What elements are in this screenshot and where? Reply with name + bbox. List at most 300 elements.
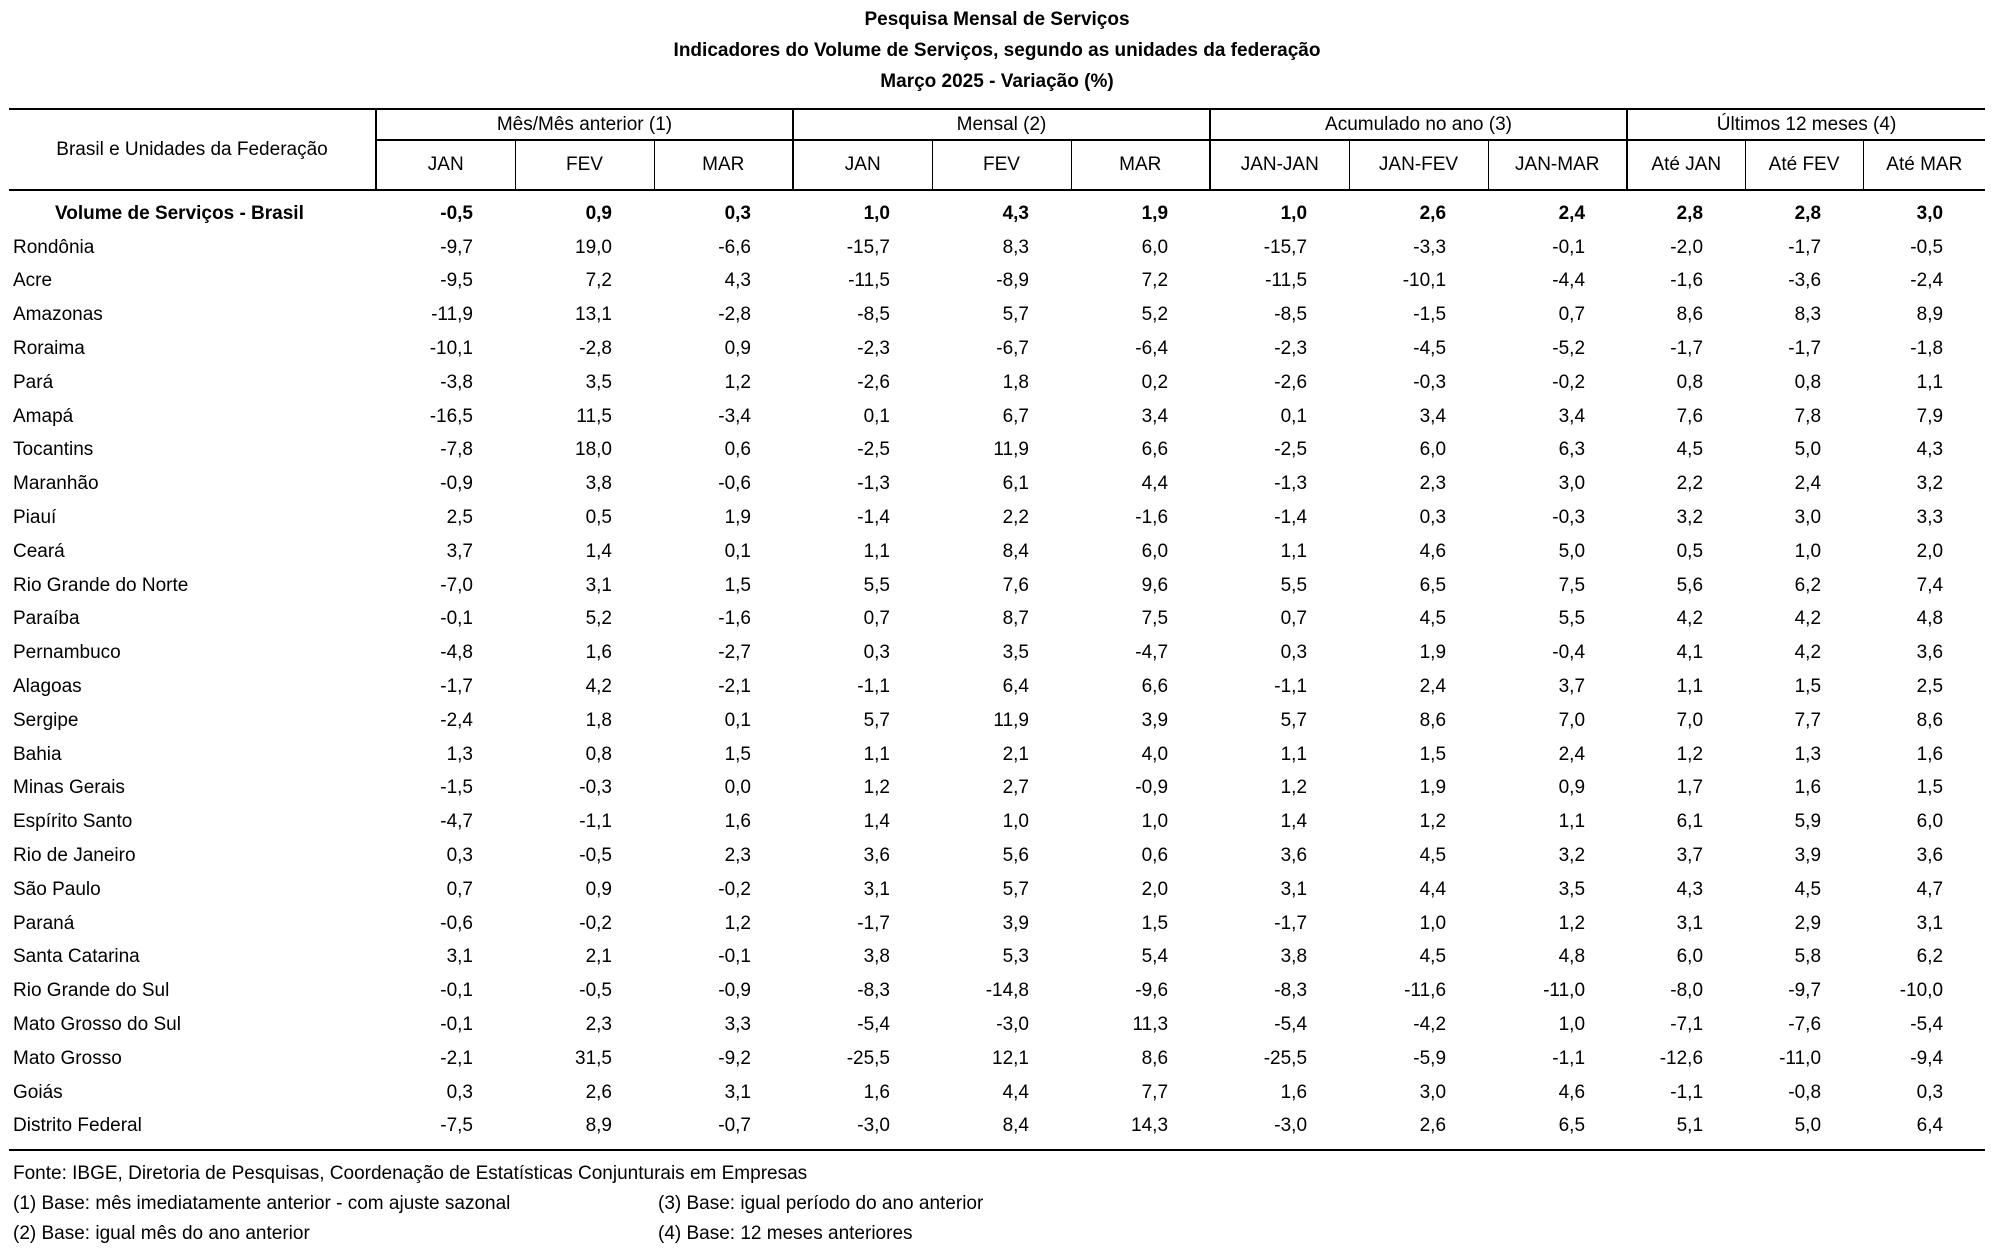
value-cell: 3,7 <box>1676 845 1704 867</box>
value-cell: 0,8 <box>585 743 612 765</box>
value-cell: 2,6 <box>1349 1110 1488 1151</box>
value-cell: 3,2 <box>1676 507 1704 529</box>
value-cell: 1,6 <box>1280 1081 1308 1103</box>
value-cell: 8,3 <box>1794 304 1822 326</box>
value-cell: 4,2 <box>1794 608 1822 630</box>
value-cell: 14,3 <box>1071 1110 1210 1151</box>
value-cell: -0,1 <box>718 946 751 968</box>
value-cell: -0,6 <box>718 473 751 495</box>
value-cell: 0,6 <box>1141 845 1169 867</box>
value-cell: -9,6 <box>1135 980 1169 1002</box>
table-row <box>9 839 1985 873</box>
value-cell: 8,9 <box>515 1110 654 1151</box>
value-cell: -11,6 <box>1404 980 1447 1002</box>
value-cell: 3,4 <box>1419 405 1447 427</box>
value-cell: -1,3 <box>857 473 890 495</box>
value-cell: 6,7 <box>1002 405 1029 427</box>
value-cell: 5,5 <box>1280 574 1308 596</box>
value-cell: 0,3 <box>1280 642 1308 664</box>
value-cell: 4,3 <box>1002 202 1029 224</box>
row-label: Amapá <box>13 405 74 427</box>
column-header: JAN-MAR <box>1488 140 1627 190</box>
value-cell: 1,2 <box>863 777 890 799</box>
value-cell: 2,3 <box>585 1014 612 1036</box>
value-cell: 4,6 <box>1419 540 1447 562</box>
value-cell: 1,8 <box>585 709 612 731</box>
value-cell: 8,6 <box>1419 709 1447 731</box>
value-cell: 1,2 <box>1558 912 1586 934</box>
value-cell: 1,6 <box>1916 743 1944 765</box>
value-cell: 0,1 <box>724 540 751 562</box>
value-cell: -11,0 <box>1779 1047 1822 1069</box>
value-cell: 1,3 <box>446 743 473 765</box>
value-cell: 3,8 <box>1280 946 1308 968</box>
value-cell: 0,9 <box>1558 777 1586 799</box>
value-cell: 0,8 <box>1676 371 1704 393</box>
table-row <box>9 738 1985 772</box>
value-cell: 0,9 <box>724 338 751 360</box>
row-label: Goiás <box>13 1081 63 1103</box>
value-cell: 1,3 <box>1794 743 1822 765</box>
value-cell: 4,5 <box>1419 845 1447 867</box>
row-label: Maranhão <box>13 473 99 495</box>
value-cell: 8,4 <box>1002 540 1029 562</box>
value-cell: -8,3 <box>857 980 890 1002</box>
value-cell: 3,9 <box>1141 709 1169 731</box>
value-cell: 0,7 <box>1558 304 1586 326</box>
value-cell: 1,1 <box>863 540 890 562</box>
value-cell: -1,8 <box>1910 338 1944 360</box>
value-cell: 8,4 <box>932 1110 1071 1151</box>
value-cell: 2,6 <box>585 1081 612 1103</box>
value-cell: -1,6 <box>1670 270 1704 292</box>
value-cell: 2,3 <box>724 845 751 867</box>
footnote-3: (3) Base: igual período do ano anterior <box>658 1193 984 1214</box>
value-cell: 3,5 <box>585 371 612 393</box>
value-cell: 1,4 <box>585 540 612 562</box>
value-cell: 1,0 <box>1002 811 1029 833</box>
value-cell: 3,6 <box>863 845 890 867</box>
table-footer <box>13 1159 1983 1249</box>
row-label: Distrito Federal <box>9 1110 376 1151</box>
value-cell: 1,5 <box>1419 743 1447 765</box>
value-cell: 6,0 <box>1676 946 1704 968</box>
value-cell: 0,3 <box>863 642 890 664</box>
value-cell: 2,5 <box>1916 676 1944 698</box>
value-cell: -0,5 <box>579 980 612 1002</box>
value-cell: 8,6 <box>1916 709 1944 731</box>
value-cell: 7,5 <box>1141 608 1169 630</box>
value-cell: 7,0 <box>1676 709 1704 731</box>
value-cell: 0,5 <box>1676 540 1704 562</box>
value-cell: 31,5 <box>575 1047 612 1069</box>
value-cell: 0,3 <box>446 845 473 867</box>
value-cell: 3,0 <box>1558 473 1586 495</box>
value-cell: -6,4 <box>1135 338 1169 360</box>
value-cell: 6,0 <box>1141 540 1169 562</box>
value-cell: -10,1 <box>1402 270 1447 292</box>
column-header: FEV <box>932 140 1071 190</box>
title-line-2: Indicadores do Volume de Serviços, segundo as unidades da federação <box>673 40 1321 61</box>
source-note: Fonte: IBGE, Diretoria de Pesquisas, Coordenação de Estatísticas Conjunturais em Empresas <box>13 1163 808 1184</box>
row-label: Rio de Janeiro <box>13 845 136 867</box>
value-cell: -1,1 <box>857 676 890 698</box>
column-header: JAN-FEV <box>1349 140 1488 190</box>
value-cell: 4,2 <box>1676 608 1704 630</box>
value-cell: 2,4 <box>1419 676 1447 698</box>
value-cell: 1,9 <box>1419 777 1447 799</box>
services-volume-table <box>9 108 1985 1151</box>
value-cell: 4,1 <box>1676 642 1704 664</box>
value-cell: -14,8 <box>985 980 1029 1002</box>
value-cell: 6,0 <box>1916 811 1944 833</box>
value-cell: -8,5 <box>1274 304 1308 326</box>
value-cell: 1,5 <box>724 743 751 765</box>
footnote-2: (2) Base: igual mês do ano anterior <box>13 1223 310 1244</box>
value-cell: -0,3 <box>1552 507 1586 529</box>
value-cell: 3,2 <box>1558 845 1586 867</box>
value-cell: 0,1 <box>863 405 890 427</box>
value-cell: 8,6 <box>1676 304 1704 326</box>
value-cell: 4,5 <box>1419 946 1447 968</box>
value-cell: 4,4 <box>1419 878 1447 900</box>
value-cell: 1,1 <box>1280 540 1308 562</box>
value-cell: 2,4 <box>1558 202 1586 224</box>
value-cell: 5,5 <box>863 574 890 596</box>
row-label: Mato Grosso do Sul <box>13 1014 181 1036</box>
value-cell: -3,8 <box>440 371 473 393</box>
value-cell: 3,1 <box>585 574 612 596</box>
value-cell: 1,2 <box>1676 743 1704 765</box>
value-cell: 1,4 <box>1280 811 1308 833</box>
value-cell: -0,2 <box>1552 371 1586 393</box>
value-cell: 5,0 <box>1558 540 1586 562</box>
value-cell: -7,6 <box>1788 1014 1822 1036</box>
value-cell: 5,4 <box>1141 946 1169 968</box>
value-cell: -1,7 <box>1274 912 1308 934</box>
value-cell: 3,1 <box>1280 878 1308 900</box>
value-cell: 6,4 <box>1863 1110 1985 1151</box>
value-cell: 3,1 <box>446 946 473 968</box>
value-cell: -0,1 <box>1552 236 1586 258</box>
value-cell: 7,2 <box>1141 270 1169 292</box>
value-cell: -1,7 <box>1670 338 1704 360</box>
value-cell: -1,3 <box>1274 473 1308 495</box>
value-cell: -25,5 <box>846 1047 890 1069</box>
value-cell: -8,3 <box>1274 980 1308 1002</box>
row-label: Mato Grosso <box>13 1047 122 1069</box>
group-header: Acumulado no ano (3) <box>1210 109 1627 140</box>
value-cell: -1,7 <box>857 912 890 934</box>
value-cell: 5,9 <box>1794 811 1822 833</box>
value-cell: 1,0 <box>1141 811 1169 833</box>
value-cell: 4,2 <box>585 676 612 698</box>
row-label: Volume de Serviços - Brasil <box>55 202 304 224</box>
column-header: JAN <box>376 140 515 190</box>
value-cell: 6,5 <box>1488 1110 1627 1151</box>
value-cell: -6,7 <box>996 338 1029 360</box>
value-cell: 0,5 <box>585 507 612 529</box>
column-header: FEV <box>515 140 654 190</box>
value-cell: 7,7 <box>1794 709 1822 731</box>
value-cell: 4,5 <box>1419 608 1447 630</box>
value-cell: 4,2 <box>1794 642 1822 664</box>
value-cell: 1,1 <box>863 743 890 765</box>
row-label: Pernambuco <box>13 642 121 664</box>
row-label: Tocantins <box>13 439 94 461</box>
row-label: Espírito Santo <box>13 811 133 833</box>
group-header: Mês/Mês anterior (1) <box>376 109 793 140</box>
table-row <box>9 670 1985 704</box>
value-cell: 3,5 <box>1002 642 1029 664</box>
value-cell: 1,9 <box>1419 642 1447 664</box>
value-cell: -7,1 <box>1670 1014 1704 1036</box>
value-cell: -1,6 <box>718 608 751 630</box>
value-cell: 1,0 <box>1419 912 1447 934</box>
value-cell: 5,5 <box>1558 608 1586 630</box>
value-cell: 7,9 <box>1916 405 1944 427</box>
value-cell: 11,5 <box>576 405 612 427</box>
row-label: Ceará <box>13 540 65 562</box>
value-cell: 2,7 <box>1002 777 1029 799</box>
column-header: MAR <box>654 140 793 190</box>
value-cell: -5,4 <box>1274 1014 1308 1036</box>
value-cell: -4,4 <box>1552 270 1586 292</box>
value-cell: -0,3 <box>579 777 612 799</box>
value-cell: 2,8 <box>1676 202 1704 224</box>
value-cell: 2,4 <box>1794 473 1822 495</box>
value-cell: 5,0 <box>1745 1110 1863 1151</box>
value-cell: 1,8 <box>1002 371 1029 393</box>
value-cell: -9,5 <box>440 270 473 292</box>
row-label: Piauí <box>13 507 57 529</box>
value-cell: 1,6 <box>724 811 751 833</box>
value-cell: -1,5 <box>440 777 473 799</box>
value-cell: 6,5 <box>1419 574 1447 596</box>
column-header: JAN-JAN <box>1210 140 1349 190</box>
value-cell: -11,5 <box>848 270 890 292</box>
value-cell: 3,1 <box>724 1081 751 1103</box>
value-cell: 3,8 <box>863 946 890 968</box>
row-label: Alagoas <box>13 676 82 698</box>
value-cell: 12,1 <box>992 1047 1029 1069</box>
value-cell: 0,3 <box>1916 1081 1944 1103</box>
value-cell: 0,7 <box>863 608 890 630</box>
table-row <box>9 636 1985 670</box>
value-cell: -4,5 <box>1413 338 1447 360</box>
value-cell: 1,1 <box>1916 371 1944 393</box>
table-row <box>9 805 1985 839</box>
value-cell: -15,7 <box>1263 236 1308 258</box>
value-cell: -2,6 <box>1274 371 1308 393</box>
value-cell: 2,2 <box>1002 507 1029 529</box>
column-header: Até FEV <box>1745 140 1863 190</box>
value-cell: -4,2 <box>1413 1014 1447 1036</box>
value-cell: 7,7 <box>1141 1081 1169 1103</box>
value-cell: 2,1 <box>585 946 612 968</box>
value-cell: 4,3 <box>1676 878 1704 900</box>
value-cell: 0,6 <box>724 439 751 461</box>
table-row-brasil <box>9 190 1985 231</box>
value-cell: -1,6 <box>1135 507 1169 529</box>
value-cell: -9,2 <box>718 1047 751 1069</box>
value-cell: 1,6 <box>585 642 612 664</box>
value-cell: -11,0 <box>1543 980 1586 1002</box>
value-cell: 1,4 <box>863 811 890 833</box>
value-cell: -5,9 <box>1413 1047 1447 1069</box>
value-cell: -9,7 <box>440 236 473 258</box>
value-cell: 3,3 <box>724 1014 751 1036</box>
value-cell: -5,4 <box>857 1014 890 1036</box>
value-cell: 5,7 <box>1002 878 1029 900</box>
value-cell: 1,5 <box>1141 912 1169 934</box>
value-cell: 1,5 <box>724 574 751 596</box>
table-row <box>9 501 1985 535</box>
value-cell: -2,3 <box>857 338 890 360</box>
value-cell: 1,5 <box>1794 676 1822 698</box>
value-cell: -7,5 <box>376 1110 515 1151</box>
value-cell: -7,8 <box>440 439 473 461</box>
value-cell: 1,7 <box>1676 777 1704 799</box>
value-cell: -4,7 <box>440 811 473 833</box>
value-cell: 5,1 <box>1627 1110 1745 1151</box>
row-label: Bahia <box>13 743 62 765</box>
value-cell: -1,7 <box>1788 236 1822 258</box>
value-cell: -2,4 <box>440 709 473 731</box>
footnote-1: (1) Base: mês imediatamente anterior - com ajuste sazonal <box>13 1193 511 1214</box>
value-cell: -9,7 <box>1788 980 1822 1002</box>
value-cell: -2,3 <box>1274 338 1308 360</box>
table-row <box>9 1042 1985 1076</box>
value-cell: 5,6 <box>1676 574 1704 596</box>
value-cell: 7,6 <box>1002 574 1029 596</box>
value-cell: 7,0 <box>1558 709 1586 731</box>
report-title <box>0 4 1994 97</box>
value-cell: -16,5 <box>429 405 473 427</box>
value-cell: 7,2 <box>585 270 612 292</box>
value-cell: 3,0 <box>1794 507 1822 529</box>
row-label: Rio Grande do Sul <box>13 980 170 1002</box>
value-cell: -0,1 <box>440 608 473 630</box>
value-cell: -3,0 <box>996 1014 1029 1036</box>
value-cell: -15,7 <box>846 236 890 258</box>
value-cell: 1,9 <box>1141 202 1169 224</box>
value-cell: -0,1 <box>440 980 473 1002</box>
value-cell: 7,5 <box>1558 574 1586 596</box>
value-cell: 3,0 <box>1916 202 1944 224</box>
value-cell: 2,1 <box>1002 743 1029 765</box>
value-cell: 4,6 <box>1558 1081 1586 1103</box>
value-cell: 8,3 <box>1002 236 1029 258</box>
table-row <box>9 366 1985 400</box>
value-cell: 3,5 <box>1558 878 1586 900</box>
row-label: Pará <box>13 371 54 393</box>
value-cell: 19,0 <box>575 236 612 258</box>
row-label: Santa Catarina <box>13 946 140 968</box>
value-cell: -0,2 <box>718 878 751 900</box>
value-cell: -0,7 <box>654 1110 793 1151</box>
value-cell: 1,1 <box>1676 676 1704 698</box>
value-cell: 3,7 <box>1558 676 1586 698</box>
value-cell: -1,1 <box>1274 676 1308 698</box>
value-cell: 1,0 <box>1280 202 1308 224</box>
corner-header: Brasil e Unidades da Federação <box>9 109 376 190</box>
row-label: Paraíba <box>13 608 80 630</box>
value-cell: -2,5 <box>1274 439 1308 461</box>
value-cell: 1,2 <box>1280 777 1308 799</box>
value-cell: 4,5 <box>1794 878 1822 900</box>
value-cell: 6,3 <box>1558 439 1586 461</box>
row-label: Acre <box>13 270 53 292</box>
value-cell: 3,4 <box>1558 405 1586 427</box>
value-cell: 3,3 <box>1916 507 1944 529</box>
value-cell: 1,5 <box>1916 777 1944 799</box>
value-cell: -5,2 <box>1552 338 1586 360</box>
value-cell: -0,3 <box>1413 371 1447 393</box>
value-cell: -2,7 <box>718 642 751 664</box>
table-row <box>9 873 1985 907</box>
value-cell: 0,3 <box>724 202 751 224</box>
value-cell: 1,1 <box>1558 811 1586 833</box>
value-cell: 1,6 <box>863 1081 890 1103</box>
table-row <box>9 231 1985 265</box>
value-cell: 5,2 <box>1141 304 1169 326</box>
value-cell: 3,6 <box>1916 642 1944 664</box>
row-label: Sergipe <box>13 709 79 731</box>
value-cell: 3,0 <box>1419 1081 1447 1103</box>
title-line-3: Março 2025 - Variação (%) <box>880 71 1114 92</box>
table-row <box>9 772 1985 806</box>
table-row <box>9 907 1985 941</box>
value-cell: -25,5 <box>1263 1047 1308 1069</box>
value-cell: 4,4 <box>1141 473 1169 495</box>
value-cell: 6,6 <box>1141 439 1169 461</box>
value-cell: 5,7 <box>1002 304 1029 326</box>
value-cell: -11,9 <box>431 304 473 326</box>
value-cell: -0,5 <box>440 202 473 224</box>
value-cell: 6,0 <box>1419 439 1447 461</box>
value-cell: -6,6 <box>718 236 751 258</box>
value-cell: 5,6 <box>1002 845 1029 867</box>
value-cell: -7,0 <box>440 574 473 596</box>
value-cell: 3,1 <box>1916 912 1944 934</box>
value-cell: 11,9 <box>993 709 1029 731</box>
value-cell: 5,0 <box>1794 439 1822 461</box>
value-cell: -0,4 <box>1552 642 1586 664</box>
column-header: JAN <box>793 140 932 190</box>
value-cell: 1,0 <box>1794 540 1822 562</box>
value-cell: 11,3 <box>1132 1014 1169 1036</box>
table-row <box>9 467 1985 501</box>
value-cell: 2,9 <box>1794 912 1822 934</box>
value-cell: 1,2 <box>724 371 751 393</box>
value-cell: -0,2 <box>579 912 612 934</box>
value-cell: -10,1 <box>429 338 473 360</box>
value-cell: 2,5 <box>446 507 473 529</box>
value-cell: 0,1 <box>1280 405 1308 427</box>
value-cell: 2,4 <box>1558 743 1586 765</box>
table-row <box>9 974 1985 1008</box>
value-cell: 5,2 <box>585 608 612 630</box>
value-cell: 0,8 <box>1794 371 1822 393</box>
value-cell: 4,8 <box>1558 946 1586 968</box>
value-cell: -0,5 <box>579 845 612 867</box>
table-row <box>9 1110 1985 1151</box>
value-cell: 4,3 <box>724 270 751 292</box>
value-cell: 0,9 <box>585 878 612 900</box>
table-row <box>9 1008 1985 1042</box>
value-cell: 5,8 <box>1794 946 1822 968</box>
